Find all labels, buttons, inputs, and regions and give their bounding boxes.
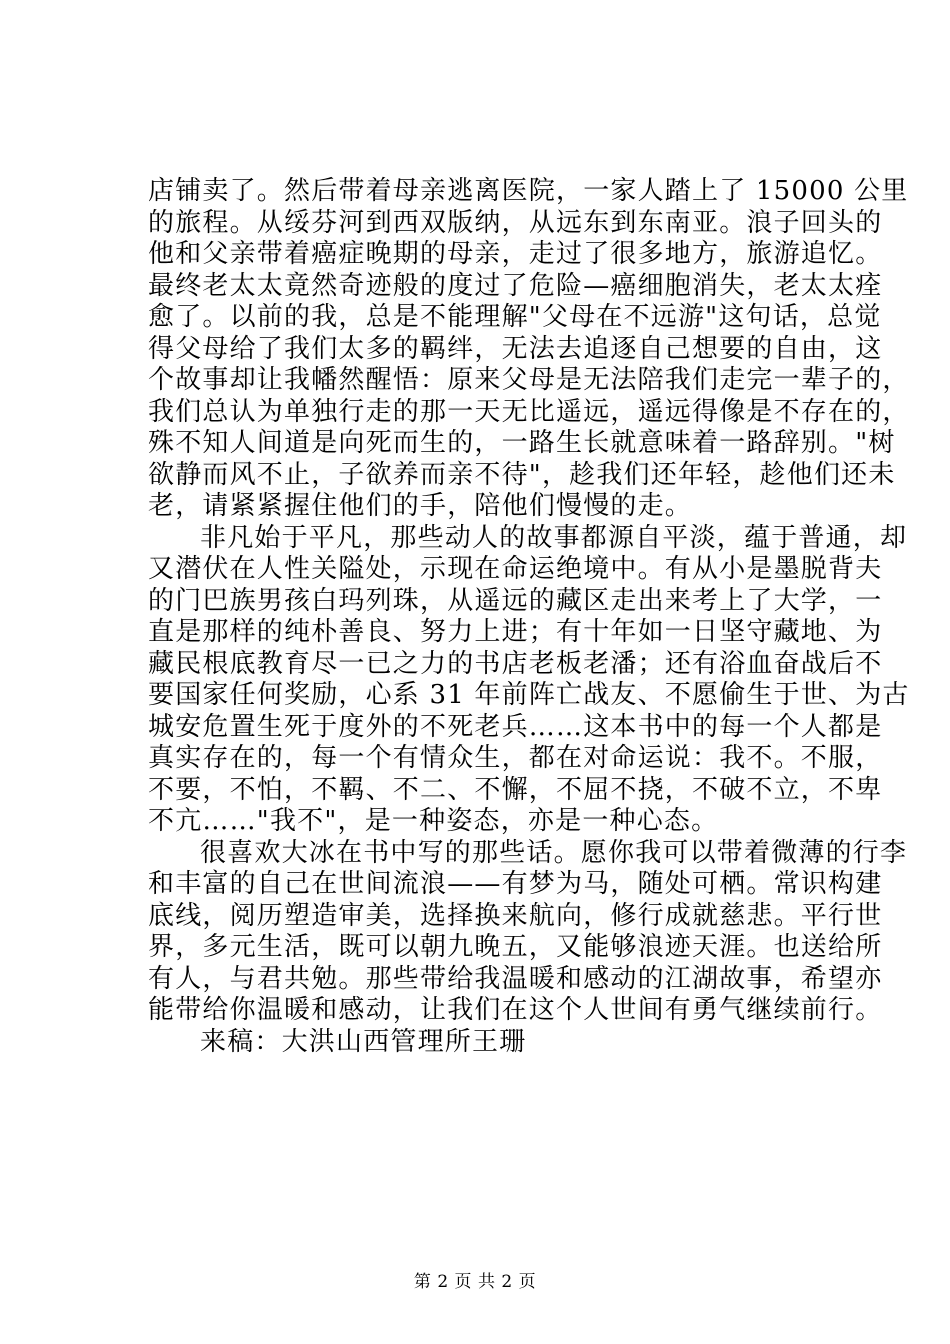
text-line: 和丰富的自己在世间流浪——有梦为马，随处可栖。常识构建 — [148, 869, 883, 899]
byline: 来稿：大洪山西管理所王珊 — [200, 1026, 527, 1057]
text-line: 又潜伏在人性关隘处，示现在命运绝境中。有从小是墨脱背夫 — [148, 554, 883, 584]
text-line: 城安危置生死于度外的不死老兵……这本书中的每一个人都是 — [148, 711, 883, 742]
text-line: 个故事却让我幡然醒悟：原来父母是无法陪我们走完一辈子的， — [148, 365, 910, 395]
text-line: 直是那样的纯朴善良、努力上进；有十年如一日坚守藏地、为 — [148, 617, 883, 647]
text-line: 店铺卖了。然后带着母亲逃离医院，一家人踏上了 15000 公里 — [148, 176, 909, 206]
text-line: 不亢……"我不"，是一种姿态，亦是一种心态。 — [148, 806, 719, 836]
text-line: 不要，不怕，不羁、不二、不懈，不屈不挠，不破不立，不卑 — [148, 774, 883, 805]
text-line: 要国家任何奖励，心系 31 年前阵亡战友、不愿偷生于世、为古 — [148, 680, 910, 710]
page-number-footer: 第 2 页 共 2 页 — [413, 1272, 537, 1292]
text-line: 殊不知人间道是向死而生的，一路生长就意味着一路辞别。"树 — [148, 428, 896, 458]
paragraph-start-line: 很喜欢大冰在书中写的那些话。愿你我可以带着微薄的行李 — [200, 837, 908, 868]
text-line: 最终老太太竟然奇迹般的度过了危险—癌细胞消失，老太太痊 — [148, 270, 883, 301]
text-line: 真实存在的，每一个有情众生，都在对命运说：我不。不服， — [148, 743, 883, 773]
text-line: 我们总认为单独行走的那一天无比遥远，遥远得像是不存在的， — [148, 396, 910, 427]
paragraph-start-line: 非凡始于平凡，那些动人的故事都源自平淡，蕴于普通，却 — [200, 522, 908, 553]
text-line: 有人，与君共勉。那些带给我温暖和感动的江湖故事，希望亦 — [148, 963, 883, 994]
text-line: 愈了。以前的我，总是不能理解"父母在不远游"这句话，总觉 — [148, 302, 882, 332]
text-line: 的门巴族男孩白玛列珠，从遥远的藏区走出来考上了大学，一 — [148, 585, 883, 616]
text-line: 得父母给了我们太多的羁绊，无法去追逐自己想要的自由，这 — [148, 333, 883, 364]
text-line: 能带给你温暖和感动，让我们在这个人世间有勇气继续前行。 — [148, 995, 883, 1025]
body-text — [148, 176, 910, 1058]
text-line: 的旅程。从绥芬河到西双版纳，从远东到东南亚。浪子回头的 — [148, 207, 883, 238]
text-line: 藏民根底教育尽一已之力的书店老板老潘；还有浴血奋战后不 — [148, 648, 883, 679]
text-line: 底线，阅历塑造审美，选择换来航向，修行成就慈悲。平行世 — [148, 900, 883, 931]
text-line: 老，请紧紧握住他们的手，陪他们慢慢的走。 — [148, 491, 693, 521]
text-line: 他和父亲带着癌症晚期的母亲，走过了很多地方，旅游追忆。 — [148, 239, 883, 269]
text-line: 界，多元生活，既可以朝九晚五，又能够浪迹天涯。也送给所 — [148, 932, 883, 962]
text-line: 欲静而风不止，子欲养而亲不待"，趁我们还年轻，趁他们还未 — [148, 459, 896, 490]
